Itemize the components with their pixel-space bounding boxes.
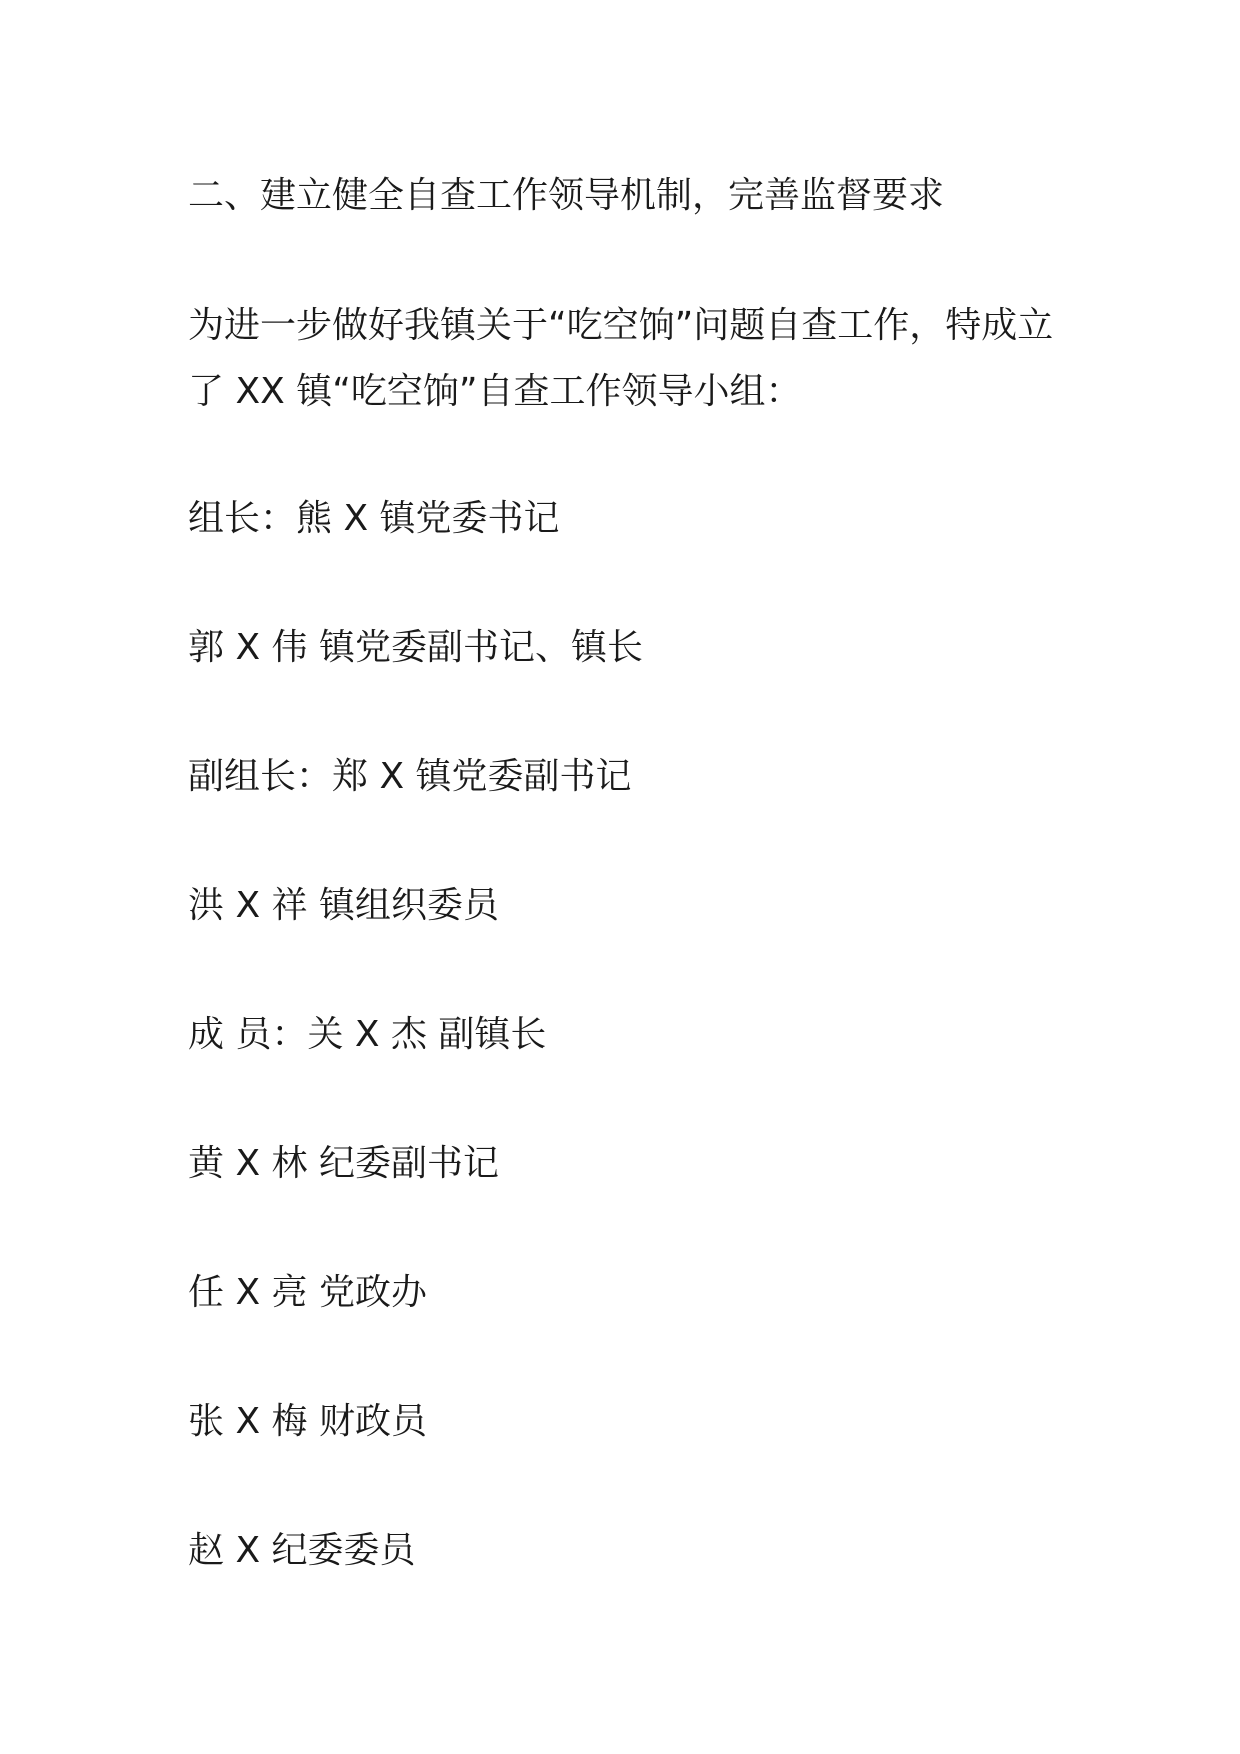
member-list-item: 赵 X 纪委委员 [188,1530,416,1571]
member-list-item: 成 员：关 X 杰 副镇长 [188,1014,547,1055]
member-leader: 组长：熊 X 镇党委书记 [188,498,560,539]
member-deputy-leader: 副组长：郑 X 镇党委副书记 [188,756,632,797]
member-list-item: 黄 X 林 纪委副书记 [188,1143,499,1184]
section-heading: 二、建立健全自查工作领导机制，完善监督要求 [188,175,945,216]
intro-paragraph [188,293,1068,425]
intro-line-2: 了 XX 镇“吃空饷”自查工作领导小组： [188,371,802,412]
intro-line-1: 为进一步做好我镇关于“吃空饷”问题自查工作，特成立 [188,305,1054,346]
member-deputy-leader-2: 洪 X 祥 镇组织委员 [188,885,499,926]
member-list-item: 张 X 梅 财政员 [188,1401,427,1442]
member-leader-2: 郭 X 伟 镇党委副书记、镇长 [188,627,643,668]
member-list-item: 任 X 亮 党政办 [188,1272,427,1313]
